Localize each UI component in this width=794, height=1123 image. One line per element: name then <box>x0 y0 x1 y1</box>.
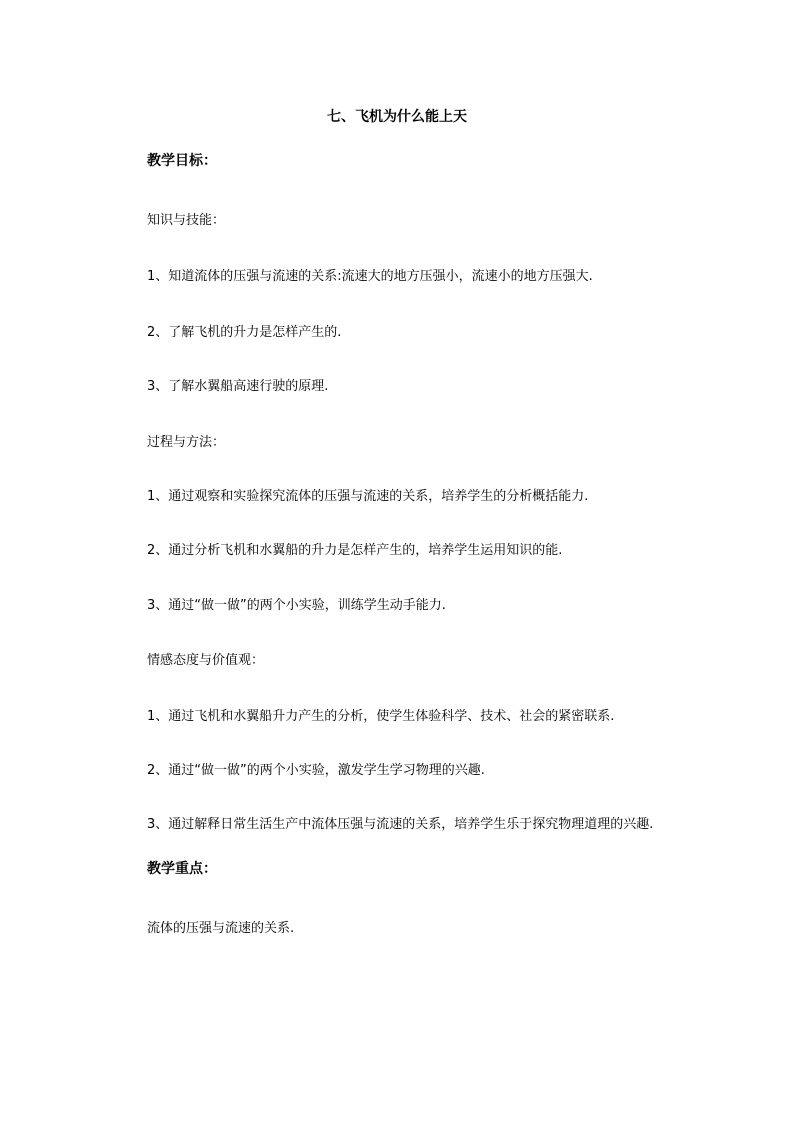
knowledge-item-1: 1、知道流体的压强与流速的关系:流速大的地方压强小，流速小的地方压强大. <box>147 269 593 284</box>
knowledge-item-3: 3、了解水翼船高速行驶的原理. <box>147 379 329 394</box>
knowledge-item-2: 2、了解飞机的升力是怎样产生的. <box>147 325 342 340</box>
process-item-1: 1、通过观察和实验探究流体的压强与流速的关系，培养学生的分析概括能力. <box>147 489 589 504</box>
knowledge-skills-heading: 知识与技能： <box>147 213 226 228</box>
process-item-3: 3、通过“做一做”的两个小实验，训练学生动手能力. <box>147 598 446 613</box>
process-item-2: 2、通过分析飞机和水翼船的升力是怎样产生的，培养学生运用知识的能. <box>147 543 563 558</box>
document-title: 七、飞机为什么能上天 <box>327 109 467 125</box>
teaching-goals-heading: 教学目标： <box>147 153 217 169</box>
key-points-text: 流体的压强与流速的关系. <box>147 921 295 936</box>
emotion-item-2: 2、通过“做一做”的两个小实验，激发学生学习物理的兴趣. <box>147 763 485 778</box>
emotion-item-1: 1、通过飞机和水翼船升力产生的分析，使学生体验科学、技术、社会的紧密联系. <box>147 709 615 724</box>
emotion-values-heading: 情感态度与价值观： <box>147 653 265 668</box>
process-method-heading: 过程与方法： <box>147 435 226 450</box>
emotion-item-3: 3、通过解释日常生活生产中流体压强与流速的关系，培养学生乐于探究物理道理的兴趣. <box>147 817 654 832</box>
key-points-heading: 教学重点： <box>147 861 217 877</box>
